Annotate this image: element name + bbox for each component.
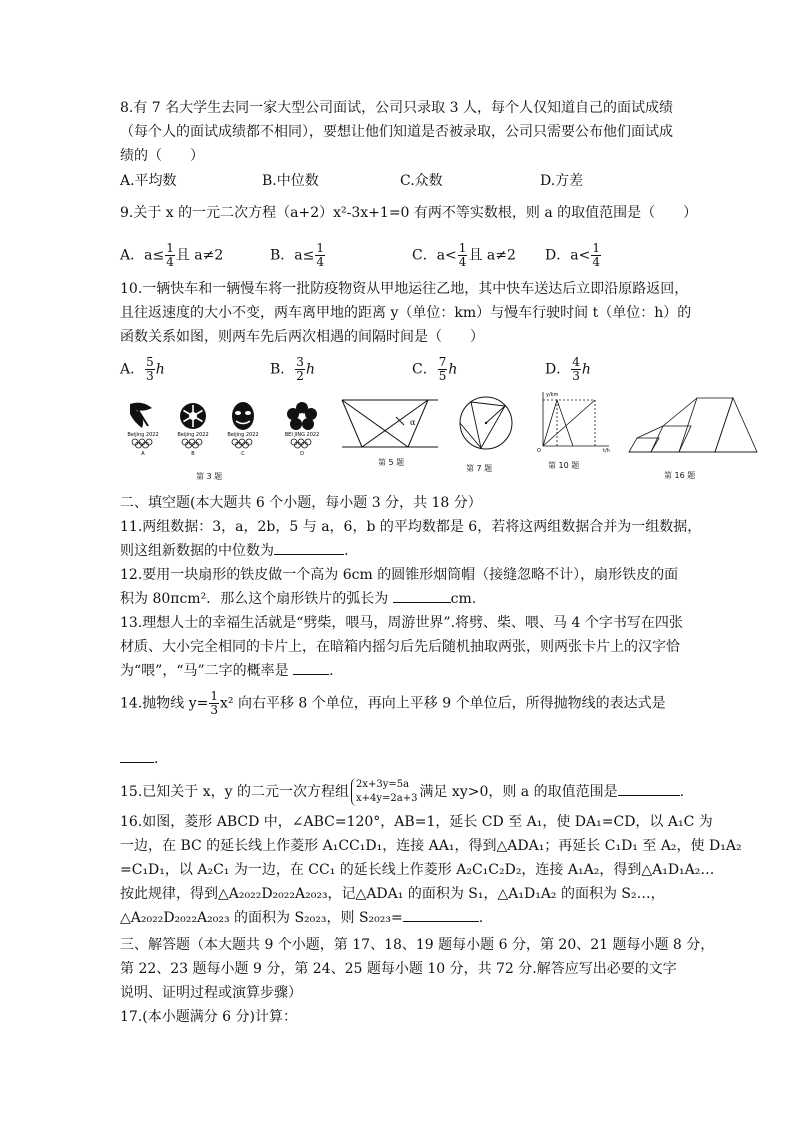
svg-text:α: α	[410, 418, 416, 427]
svg-text:y/km: y/km	[546, 392, 559, 398]
q15-equation-system: 2x+3y=5a x+4y=2a+3	[351, 778, 417, 806]
q16-line5: △A₂₀₂₂D₂₀₂₂A₂₀₂₃ 的面积为 S₂₀₂₃，则 S₂₀₂₃= .	[120, 910, 484, 926]
figure-16-caption: 第 16 题	[664, 471, 696, 480]
figure-10	[533, 388, 613, 454]
q16-answer-blank[interactable]	[403, 921, 479, 922]
q13-line2: 材质、大小完全相同的卡片上，在暗箱内摇匀后先后随机抽取两张，则两张卡片上的汉字恰	[120, 639, 680, 655]
figure-7-caption: 第 7 题	[466, 464, 493, 473]
svg-text:Beijing 2022: Beijing 2022	[227, 432, 259, 438]
q16-line2: 一边，在 BC 的延长线上作菱形 A₁CC₁D₁，连接 AA₁，得到△ADA₁；再延长 C₁D₁ 至 A₂，使 D₁A₂	[120, 838, 742, 854]
q8-option-d: D.方差	[540, 173, 584, 189]
q10-line3: 函数关系如图，则两车先后两次相遇的间隔时间是（ ）	[120, 329, 484, 345]
svg-text:Beijing 2022: Beijing 2022	[177, 432, 209, 438]
q9-option-c: C．a< $\frac{1}{4}$ 且 a≠2	[412, 241, 516, 269]
q10-option-d: D． $\frac{4}{3}$ h	[545, 355, 591, 383]
q11-line2: 则这组新数据的中位数为 .	[120, 543, 349, 559]
section-3-line1: 三、解答题（本大题共 9 个小题，第 17、18、19 题每小题 6 分，第 20、21 题每小题 8 分，	[120, 937, 715, 953]
q15-line: 15.已知关于 x，y 的二元一次方程组 2x+3y=5a x+4y=2a+3 满足 xy>0，则 a 的取值范围是 .	[120, 779, 685, 804]
q16-line4: 按此规律，得到△A₂₀₂₂D₂₀₂₂A₂₀₂₃，记△ADA₁ 的面积为 S₁，△A₁D₁A₂ 的面积为 S₂…，	[120, 886, 665, 902]
figure-3-logo-c	[222, 398, 264, 458]
q10-line1: 10.一辆快车和一辆慢车将一批防疫物资从甲地运往乙地，其中快车送达后立即沿原路返回，	[120, 281, 689, 297]
q8-option-c: C.众数	[400, 173, 443, 189]
svg-text:BEI JING 2022: BEI JING 2022	[284, 432, 320, 438]
q8-line2: （每个人的面试成绩都不相同），要想让他们知道是否被录取，公司只需要公布他们面试成	[120, 124, 673, 140]
figure-16	[625, 390, 760, 458]
q12-answer-blank[interactable]	[393, 602, 451, 603]
q16-line1: 16.如图，菱形 ABCD 中，∠ABC=120°，AB=1，延长 CD 至 A₁，使 DA₁=CD，以 A₁C 为	[120, 814, 713, 830]
section-3-line2: 第 22、23 题每小题 9 分，第 24、25 题每小题 10 分，共 72 分.解答应写出必要的文字	[120, 961, 677, 977]
q15-answer-blank[interactable]	[618, 795, 680, 796]
q8-option-a: A.平均数	[120, 173, 177, 189]
figure-5	[340, 395, 440, 455]
q12-line1: 12.要用一块扇形的铁皮做一个高为 6cm 的圆锥形烟筒帽（接缝忽略不计），扇形铁皮的面	[120, 567, 679, 583]
q13-answer-blank[interactable]	[293, 674, 329, 675]
figure-7	[455, 392, 517, 454]
q9-option-b: B．a≤ $\frac{1}{4}$	[270, 241, 325, 269]
q10-option-c: C． $\frac{7}{5}$ h	[412, 355, 458, 383]
svg-text:Beijing 2022: Beijing 2022	[127, 432, 159, 438]
svg-text:t/h: t/h	[603, 448, 610, 454]
q13-line3: 为“喂”，“马”二字的概率是 .	[120, 663, 334, 679]
q13-line1: 13.理想人士的幸福生活就是“劈柴，喂马，周游世界”.将劈、柴、喂、马 4 个字书写在四张	[120, 615, 683, 631]
q8-line1: 8.有 7 名大学生去同一家大型公司面试，公司只录取 3 人，每个人仅知道自己的面试成绩	[120, 100, 673, 116]
q9-option-d: D．a< $\frac{1}{4}$	[545, 241, 600, 269]
svg-text:C: C	[241, 451, 245, 457]
figure-10-caption: 第 10 题	[548, 461, 580, 470]
figure-3-logo-b	[172, 398, 214, 458]
q10-option-b: B． $\frac{3}{2}$ h	[270, 355, 315, 383]
figure-3-logo-d	[278, 398, 326, 458]
q14-line: 14.抛物线 y= $\frac{1}{3}$ x² 向右平移 8 个单位，再向上平移 9 个单位后，所得抛物线的表达式是	[120, 689, 666, 717]
q12-line2: 积为 80πcm²．那么这个扇形铁片的弧长为 cm.	[120, 591, 477, 607]
svg-text:B: B	[191, 451, 195, 457]
section-3-line3: 说明、证明过程或演算步骤）	[120, 985, 302, 1001]
svg-text:O: O	[537, 448, 541, 454]
q14-answer-blank[interactable]	[120, 762, 154, 763]
q11-line1: 11.两组数据：3，a，2b，5 与 a，6，b 的平均数都是 6，若将这两组数据合并为一组数据，	[120, 519, 702, 535]
q10-option-a: A． $\frac{5}{3}$ h	[120, 355, 165, 383]
figure-3-logo-a	[122, 398, 164, 458]
q8-line3: 绩的（ ）	[120, 148, 204, 164]
section-2-heading: 二、填空题(本大题共 6 个小题，每小题 3 分，共 18 分）	[120, 495, 482, 511]
q17-heading: 17.(本小题满分 6 分)计算：	[120, 1009, 297, 1025]
q9-option-a: A．a≤ $\frac{1}{4}$ 且 a≠2	[120, 241, 224, 269]
figure-3-caption: 第 3 题	[196, 472, 223, 481]
q14-answer-line: .	[120, 749, 158, 769]
figure-5-caption: 第 5 题	[378, 458, 405, 467]
q16-line3: =C₁D₁，以 A₂C₁ 为一边，在 CC₁ 的延长线上作菱形 A₂C₁C₂D₂，连接 A₁A₂，得到△A₁D₁A₂…	[120, 862, 715, 878]
q8-option-b: B.中位数	[262, 173, 319, 189]
q11-answer-blank[interactable]	[274, 554, 344, 555]
q10-line2: 且往返速度的大小不变，两车离甲地的距离 y（单位：km）与慢车行驶时间 t（单位：h）的	[120, 305, 692, 321]
svg-text:A: A	[141, 451, 145, 457]
q9-stem: 9.关于 x 的一元二次方程（a+2）x²-3x+1=0 有两不等实数根，则 a 的取值范围是（ ）	[120, 205, 698, 221]
svg-text:D: D	[300, 451, 304, 457]
